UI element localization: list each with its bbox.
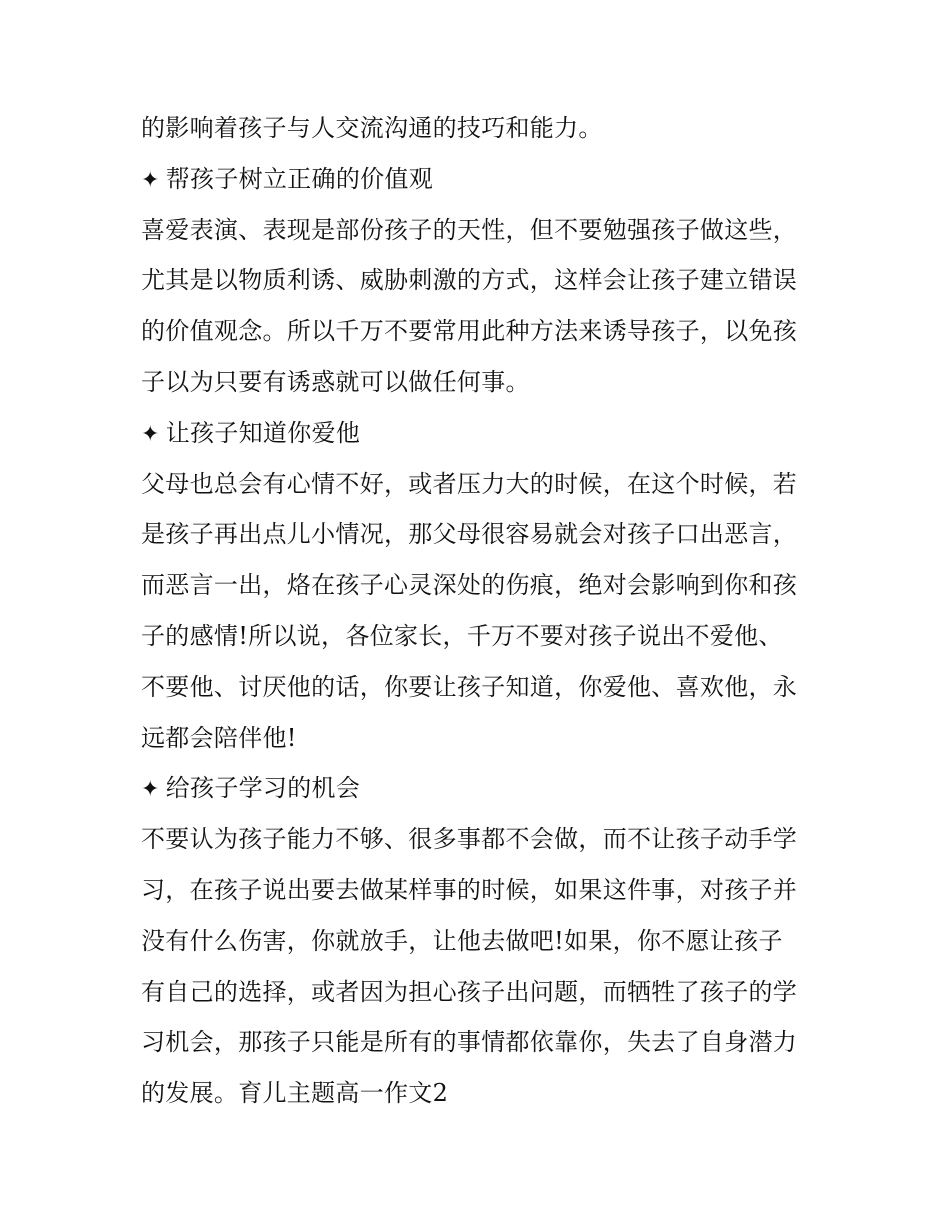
paragraph-line: 有自己的选择，或者因为担心孩子出问题，而牺牲了孩子的学 (141, 977, 798, 1006)
section-heading-values: ✦ 帮孩子树立正确的价值观 (141, 154, 813, 205)
paragraph-line: 子的感情!所以说，各位家长，千万不要对孩子说出不爱他、 (141, 621, 783, 650)
paragraph-line: 子以为只要有诱惑就可以做任何事。 (141, 367, 530, 396)
paragraph-line: 的发展。育儿主题高一作文2 (141, 1079, 449, 1108)
star-icon: ✦ (141, 777, 160, 803)
star-icon: ✦ (141, 167, 160, 193)
paragraph-line: 习机会，那孩子只能是所有的事情都依靠你，失去了自身潜力 (141, 1028, 798, 1057)
paragraph-line: 而恶言一出，烙在孩子心灵深处的伤痕，绝对会影响到你和孩 (141, 571, 798, 600)
paragraph-line: 不要他、讨厌他的话，你要让孩子知道，你爱他、喜欢他，永 (141, 672, 798, 701)
section-heading-love: ✦ 让孩子知道你爱他 (141, 408, 813, 459)
paragraph-line: 的价值观念。所以千万不要常用此种方法来诱导孩子，以免孩 (141, 317, 798, 346)
paragraph-line: 父母也总会有心情不好，或者压力大的时候，在这个时候，若 (141, 469, 798, 498)
section-heading-learning: ✦ 给孩子学习的机会 (141, 763, 813, 814)
paragraph-line: 喜爱表演、表现是部份孩子的天性，但不要勉强孩子做这些， (141, 215, 798, 244)
paragraph-line: 习，在孩子说出要去做某样事的时候，如果这件事，对孩子并 (141, 875, 798, 904)
paragraph-line: 的影响着孩子与人交流沟通的技巧和能力。 (141, 114, 603, 142)
paragraph-line: 远都会陪伴他! (141, 723, 297, 752)
paragraph-line: 没有什么伤害，你就放手，让他去做吧!如果，你不愿让孩子 (141, 926, 783, 955)
paragraph-line: 尤其是以物质利诱、威胁刺激的方式，这样会让孩子建立错误 (141, 266, 798, 295)
paragraph-line: 不要认为孩子能力不够、很多事都不会做，而不让孩子动手学 (141, 825, 798, 854)
paragraph-line: 是孩子再出点儿小情况，那父母很容易就会对孩子口出恶言， (141, 520, 798, 549)
star-icon: ✦ (141, 421, 160, 447)
body-text (141, 103, 813, 1119)
